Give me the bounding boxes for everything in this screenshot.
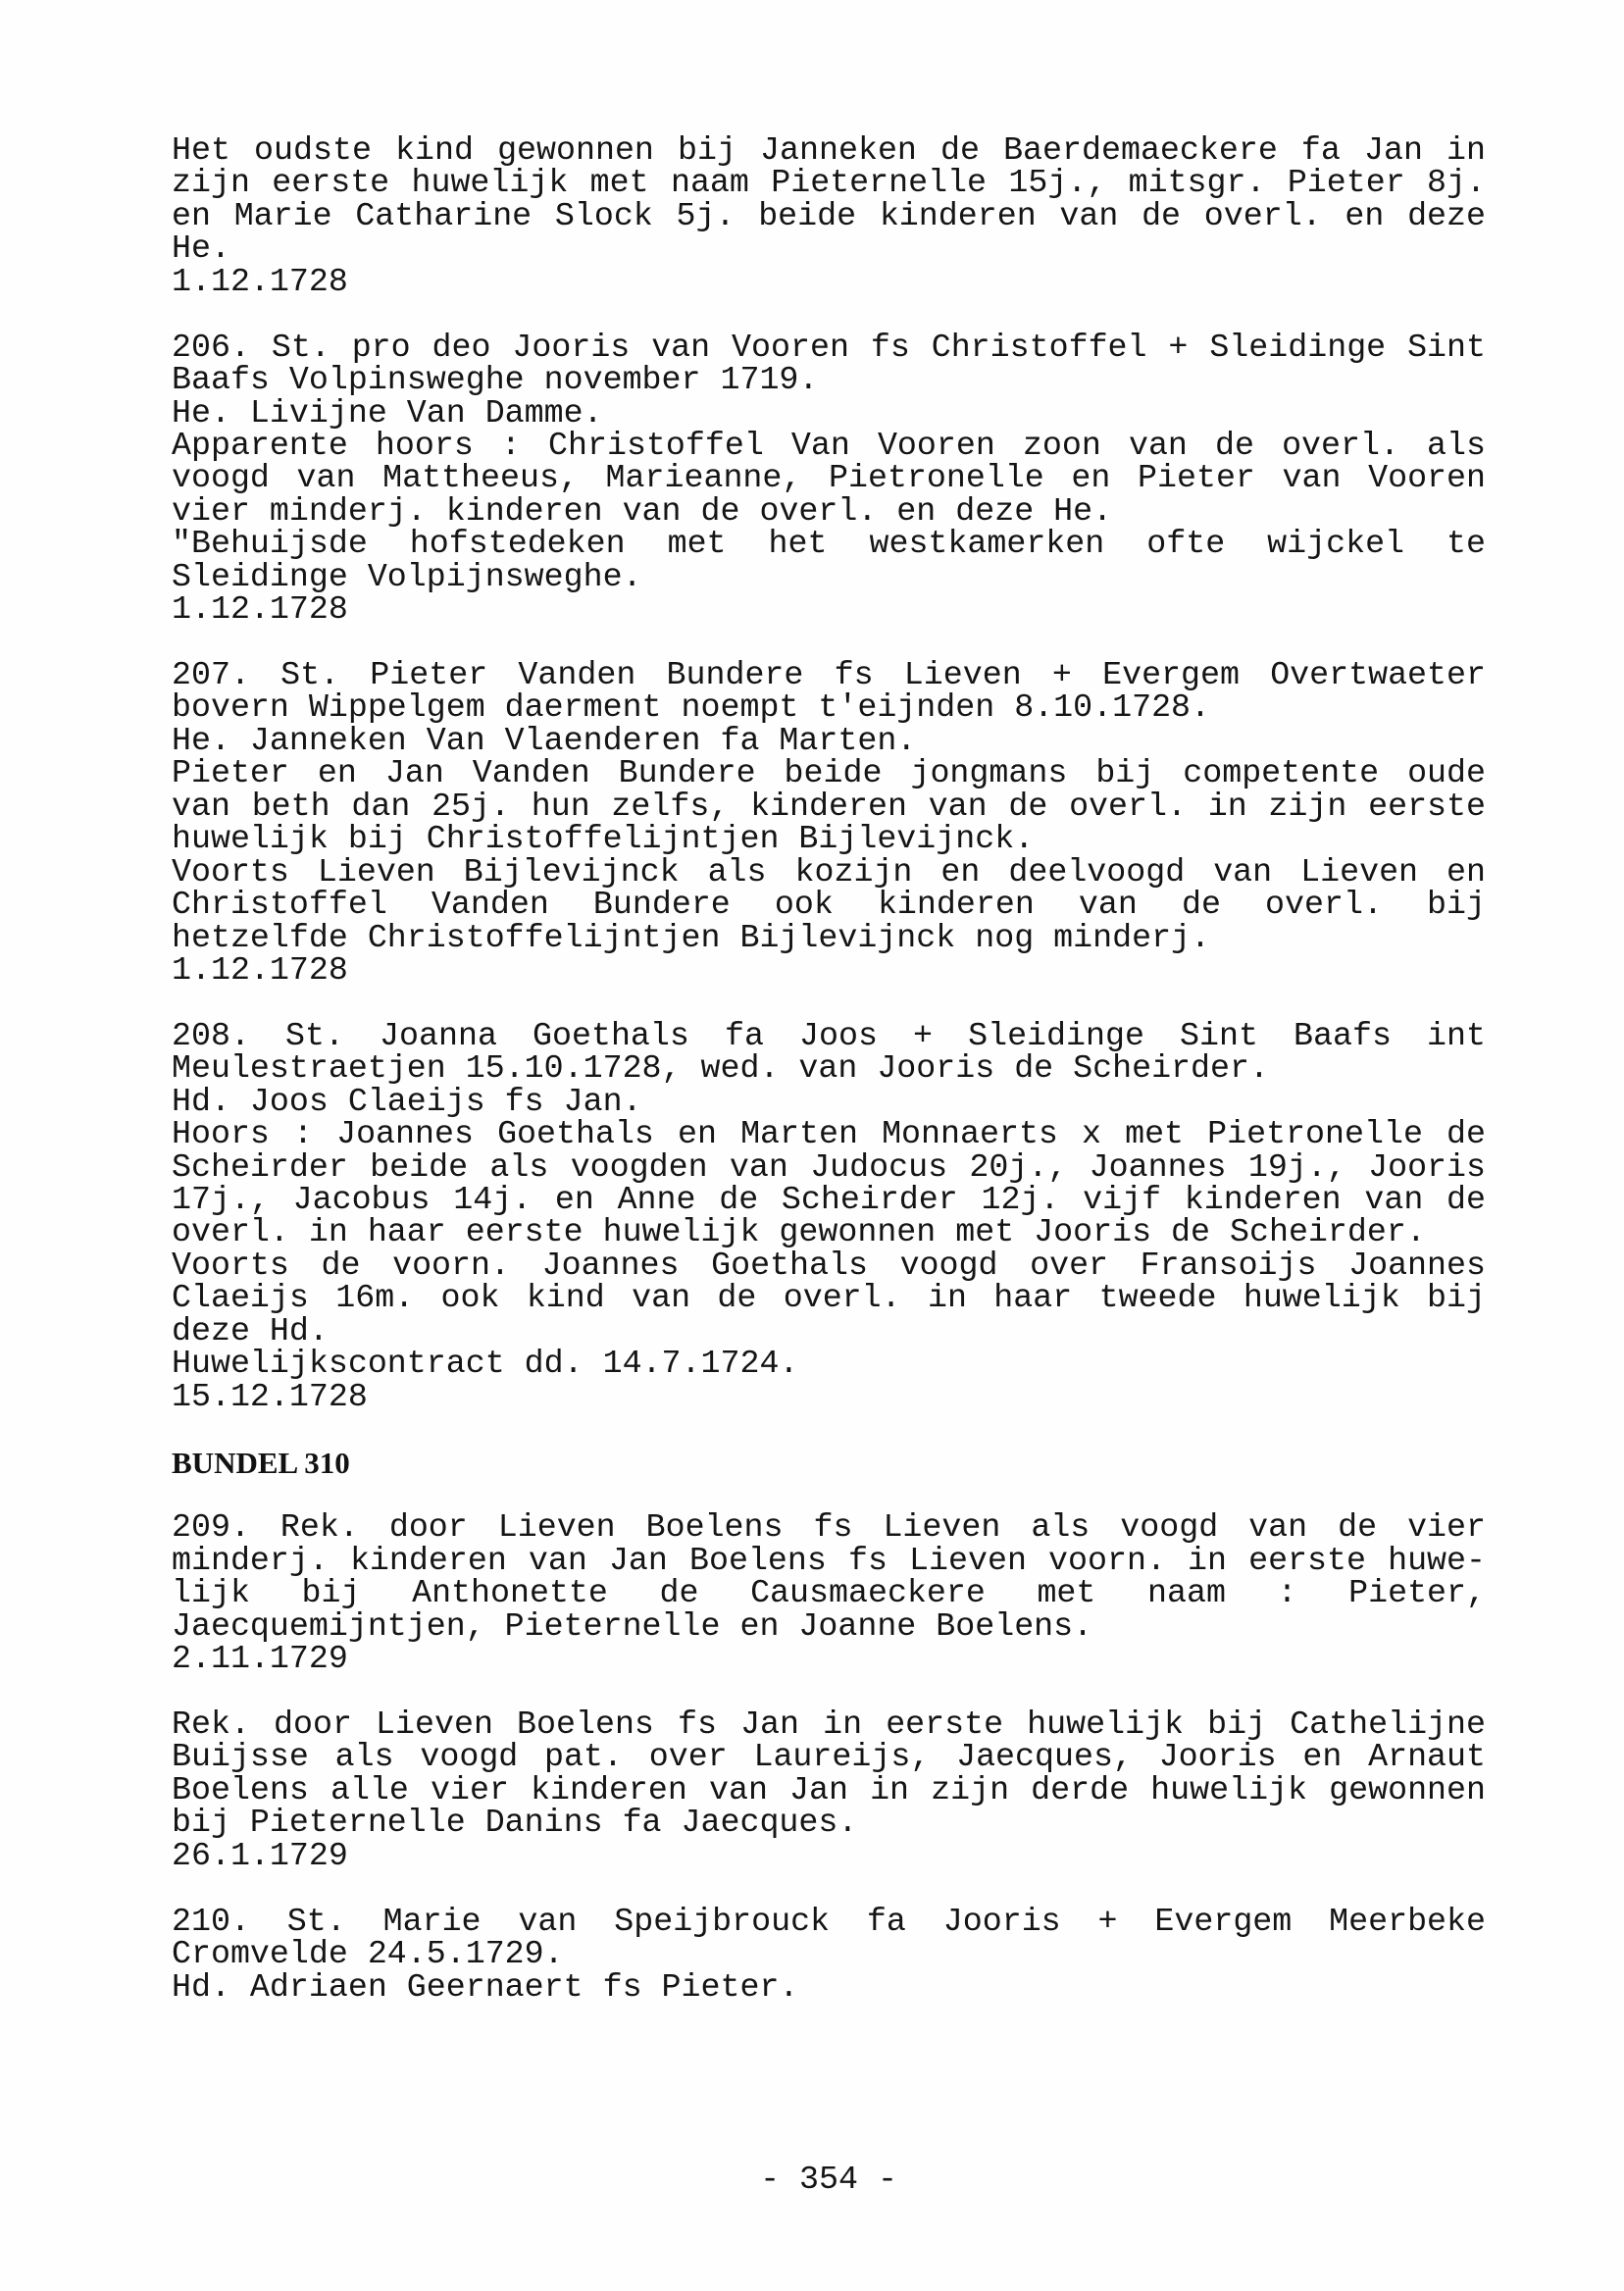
text-line: 206. St. pro deo Jooris van Vooren fs Christoffel + Sleidinge Sint xyxy=(172,328,1486,366)
entry-date: 2.11.1729 xyxy=(172,1640,348,1678)
text-line: Christoffel Vanden Bundere ook kinderen van de overl. bij xyxy=(172,886,1486,924)
text-line: Apparente hoors : Christoffel Van Vooren zoon van de overl. als xyxy=(172,426,1486,464)
text-line: 207. St. Pieter Vanden Bundere fs Lieven + Evergem Overtwaeter xyxy=(172,656,1486,693)
text-line: voogd van Mattheeus, Marieanne, Pietronelle en Pieter van Vooren xyxy=(172,459,1486,497)
text-line: Jaecquemijntjen, Pieternelle en Joanne Boelens. xyxy=(172,1606,1093,1645)
text-line: overl. in haar eerste huwelijk gewonnen met Jooris de Scheirder. xyxy=(172,1213,1426,1251)
text-line: Hoors : Joannes Goethals en Marten Monnaerts x met Pietronelle de xyxy=(172,1115,1486,1153)
section-heading: BUNDEL 310 xyxy=(172,1445,350,1480)
text-line: Het oudste kind gewonnen bij Janneken de Baerdemaeckere fa Jan in xyxy=(172,131,1486,169)
page-number: - 354 - xyxy=(760,2161,897,2198)
text-line: Scheirder beide als voogden van Judocus 20j., Joannes 19j., Jooris xyxy=(172,1147,1486,1186)
text-line: bij Pieternelle Danins fa Jaecques. xyxy=(172,1804,858,1842)
entry-date: 1.12.1728 xyxy=(172,262,348,300)
text-line: Baafs Volpinsweghe november 1719. xyxy=(172,361,819,399)
text-line: Voorts de voorn. Joannes Goethals voogd over Fransoijs Joannes xyxy=(172,1246,1486,1284)
text-line: Buijsse als voogd pat. over Laureijs, Jaecques, Jooris en Arnaut xyxy=(172,1738,1486,1776)
text-line: Meulestraetjen 15.10.1728, wed. van Jooris de Scheirder. xyxy=(172,1049,1269,1088)
text-line: Voorts Lieven Bijlevijnck als kozijn en deelvoogd van Lieven en xyxy=(172,852,1486,891)
text-line: 17j., Jacobus 14j. en Anne de Scheirder 12j. vijf kinderen van de xyxy=(172,1181,1486,1218)
entry-210 xyxy=(172,1902,1486,2006)
entry-206 xyxy=(172,328,1486,629)
entry-207 xyxy=(172,656,1486,989)
text-line: 209. Rek. door Lieven Boelens fs Lieven als voogd van de vier xyxy=(172,1508,1486,1547)
entry-date: 15.12.1728 xyxy=(172,1377,368,1415)
text-line: Rek. door Lieven Boelens fs Jan in eerste huwelijk bij Cathelijne xyxy=(172,1706,1486,1743)
text-line: "Behuijsde hofstedeken met het westkamerken ofte wijckel te xyxy=(172,525,1486,563)
text-line: Sleidinge Volpijnsweghe. xyxy=(172,557,642,595)
text-line: He. Janneken Van Vlaenderen fa Marten. xyxy=(172,721,917,759)
text-line: Boelens alle vier kinderen van Jan in zijn derde huwelijk gewonnen xyxy=(172,1770,1486,1808)
text-line: bovern Wippelgem daerment noempt t'eijnden 8.10.1728. xyxy=(172,688,1211,727)
text-line: 210. St. Marie van Speijbrouck fa Jooris + Evergem Meerbeke xyxy=(172,1902,1486,1940)
text-line: vier minderj. kinderen van de overl. en deze He. xyxy=(172,491,1113,530)
text-line: zijn eerste huwelijk met naam Pieternelle 15j., mitsgr. Pieter 8j. xyxy=(172,164,1486,202)
text-line: Cromvelde 24.5.1729. xyxy=(172,1935,564,1973)
text-line: 208. St. Joanna Goethals fa Joos + Sleidinge Sint Baafs int xyxy=(172,1016,1486,1054)
text-line: van beth dan 25j. hun zelfs, kinderen van de overl. in zijn eerste xyxy=(172,787,1486,825)
text-line: minderj. kinderen van Jan Boelens fs Lieven voorn. in eerste huwe- xyxy=(172,1541,1486,1579)
text-line: He. xyxy=(172,229,230,268)
entry-209 xyxy=(172,1508,1486,1678)
text-line: Hd. Adriaen Geernaert fs Pieter. xyxy=(172,1967,799,2006)
continuation-paragraph xyxy=(172,131,1486,300)
text-line: lijk bij Anthonette de Causmaeckere met naam : Pieter, xyxy=(172,1574,1486,1612)
entry-date: 26.1.1729 xyxy=(172,1836,348,1874)
account-paragraph xyxy=(172,1708,1486,1872)
text-line: en Marie Catharine Slock 5j. beide kinderen van de overl. en deze xyxy=(172,196,1486,234)
page-body xyxy=(172,131,1486,2006)
text-line: Pieter en Jan Vanden Bundere beide jongmans bij competente oude xyxy=(172,754,1486,792)
entry-date: 1.12.1728 xyxy=(172,950,348,989)
text-line: huwelijk bij Christoffelijntjen Bijlevijnck. xyxy=(172,820,1035,858)
text-line: Huwelijkscontract dd. 14.7.1724. xyxy=(172,1345,799,1383)
text-line: Claeijs 16m. ook kind van de overl. in haar tweede huwelijk bij xyxy=(172,1279,1486,1317)
text-line: deze Hd. xyxy=(172,1311,329,1349)
text-line: hetzelfde Christoffelijntjen Bijlevijnck nog minderj. xyxy=(172,918,1211,956)
entry-208 xyxy=(172,1016,1486,1415)
text-line: Hd. Joos Claeijs fs Jan. xyxy=(172,1082,642,1120)
text-line: He. Livijne Van Damme. xyxy=(172,393,603,432)
entry-date: 1.12.1728 xyxy=(172,590,348,629)
